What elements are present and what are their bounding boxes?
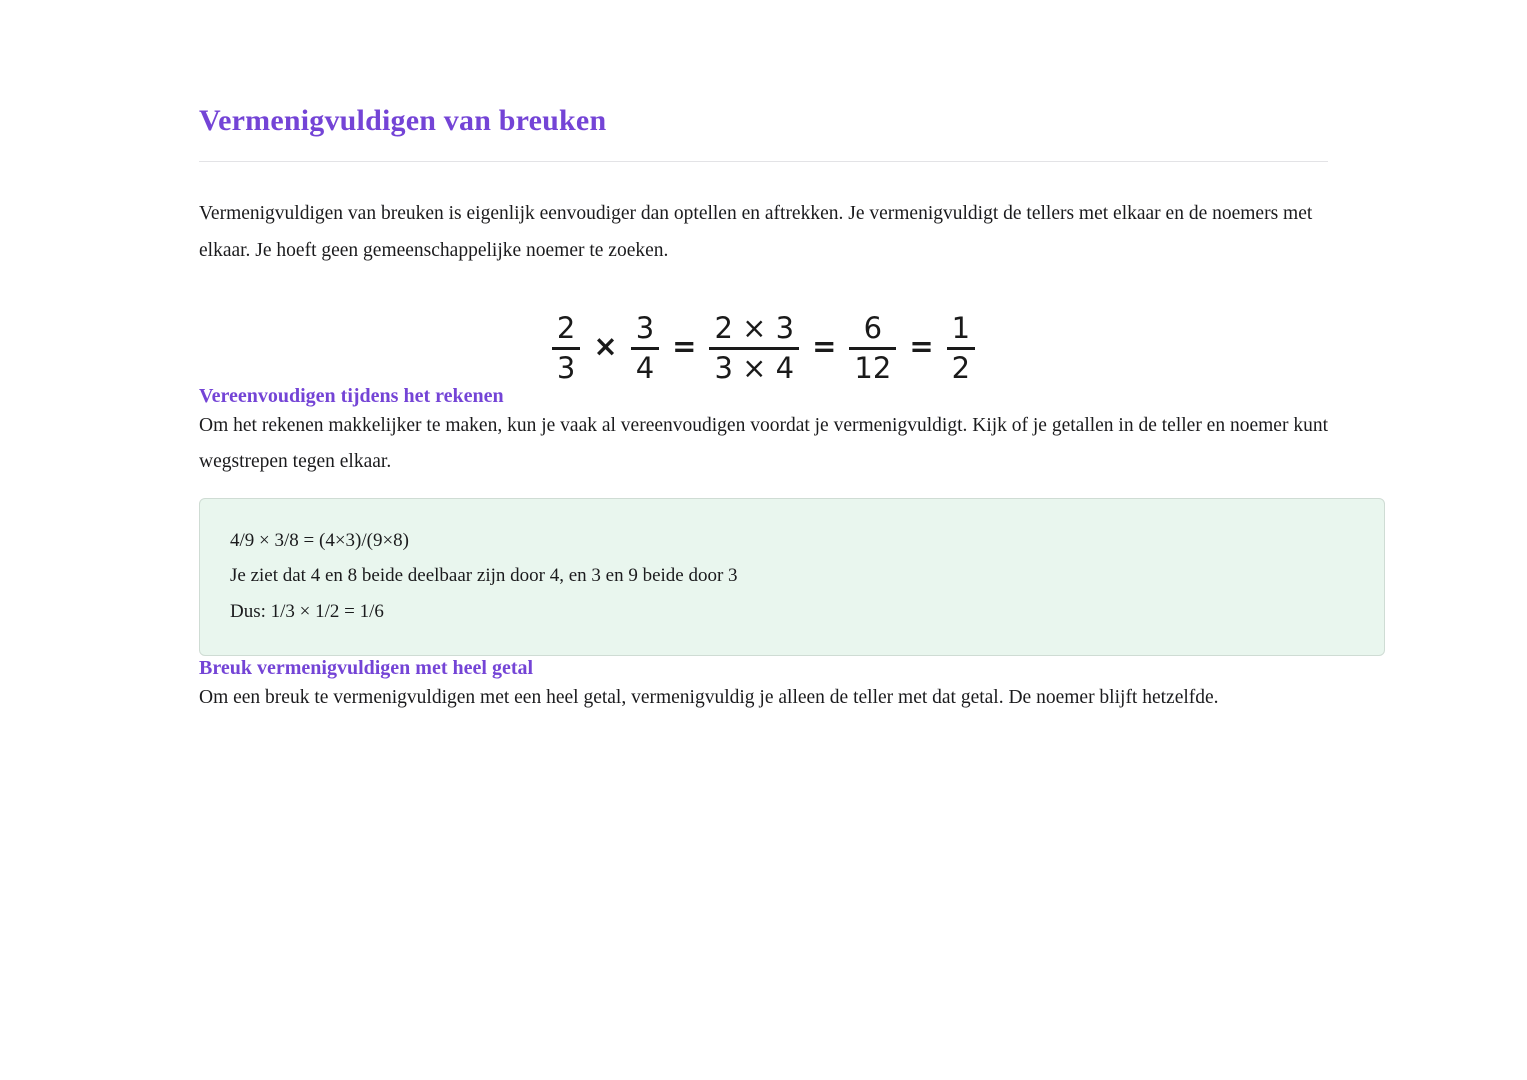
fraction-denominator: 3 xyxy=(556,351,576,386)
section-paragraph-vereenvoudigen: Om het rekenen makkelijker te maken, kun je vaak al vereenvoudigen voordat je vermenigvuldigt. Kijk of je getallen in de teller en noemer kunt wegstrepen tegen elkaar. xyxy=(199,414,1328,473)
example-box xyxy=(199,498,1385,657)
example-line: 4/9 × 3/8 = (4×3)/(9×8) xyxy=(230,529,410,551)
equals-operator: = xyxy=(909,328,934,363)
fraction-denominator: 12 xyxy=(854,351,892,386)
fraction xyxy=(631,313,659,384)
page-title: Vermenigvuldigen van breuken xyxy=(199,104,607,137)
equals-operator: = xyxy=(672,328,697,363)
equals-operator: = xyxy=(812,328,837,363)
section-heading-breuk: Breuk vermenigvuldigen met heel getal xyxy=(199,657,534,680)
example-line: Dus: 1/3 × 1/2 = 1/6 xyxy=(230,600,384,622)
fraction-denominator: 2 xyxy=(951,351,971,386)
fraction-numerator: 3 xyxy=(631,313,659,350)
fraction xyxy=(849,313,896,384)
fraction-multiplication-formula xyxy=(199,313,1328,384)
fraction-denominator: 4 xyxy=(635,351,655,386)
fraction xyxy=(947,313,975,384)
fraction xyxy=(709,313,799,384)
fraction-numerator: 2 × 3 xyxy=(709,313,799,350)
section-paragraph-breuk: Om een breuk te vermenigvuldigen met een heel getal, vermenigvuldig je alleen de teller met dat getal. De noemer blijft hetzelfde. xyxy=(199,687,1219,709)
section-heading-vereenvoudigen: Vereenvoudigen tijdens het rekenen xyxy=(199,384,504,407)
title-divider xyxy=(199,161,1328,162)
fraction-numerator: 6 xyxy=(849,313,896,350)
fraction-numerator: 2 xyxy=(552,313,580,350)
example-line: Je ziet dat 4 en 8 beide deelbaar zijn door 4, en 3 en 9 beide door 3 xyxy=(230,565,738,587)
intro-paragraph: Vermenigvuldigen van breuken is eigenlijk eenvoudiger dan optellen en aftrekken. Je vermenigvuldigt de tellers met elkaar en de noemers met elkaar. Je hoeft geen gemeenschappelijke noemer te zoeken. xyxy=(199,203,1313,261)
fraction-denominator: 3 × 4 xyxy=(714,351,795,386)
fraction xyxy=(552,313,580,384)
fraction-numerator: 1 xyxy=(947,313,975,350)
multiply-operator: × xyxy=(593,328,618,363)
